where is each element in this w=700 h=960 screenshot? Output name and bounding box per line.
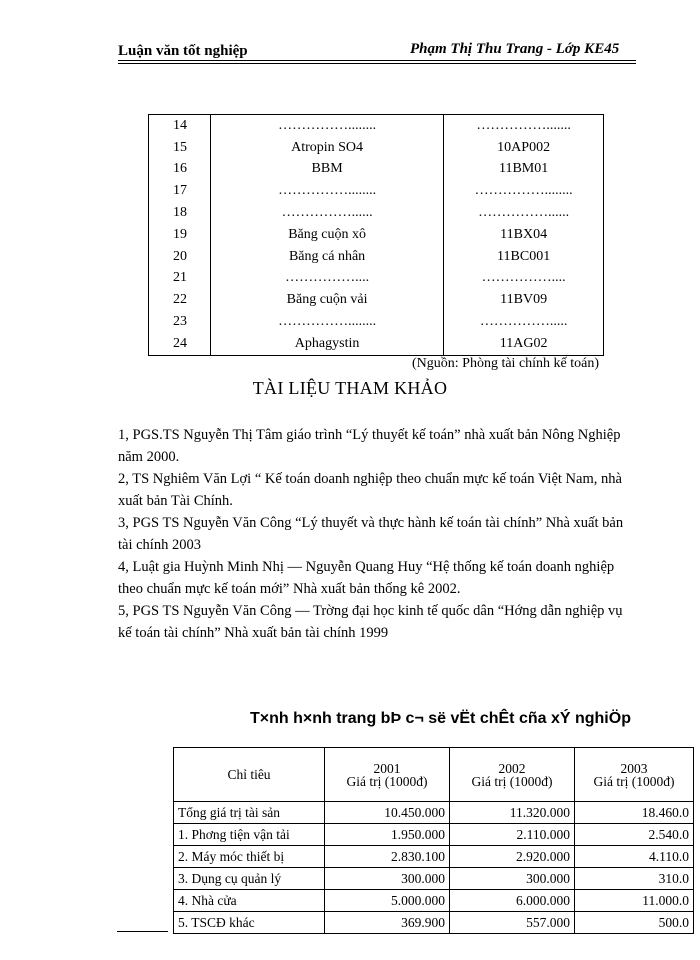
code-table-row [149, 224, 604, 246]
code-table-name: BBM [210, 159, 443, 181]
assets-header-year: 2001 Giá trị (1000đ) [325, 748, 450, 802]
code-table-row [149, 180, 604, 202]
assets-row-value: 300.000 [325, 868, 450, 890]
code-table-row [149, 333, 604, 355]
assets-table [173, 747, 694, 934]
code-table-code: ……………....... [444, 115, 604, 137]
assets-row-label: 4. Nhà cửa [174, 890, 325, 912]
assets-table-row [174, 846, 694, 868]
code-table-code: ……………..... [444, 311, 604, 333]
assets-row-value: 310.0 [575, 868, 694, 890]
code-table [148, 114, 604, 356]
header-rule [118, 60, 636, 61]
code-table-no: 23 [149, 311, 211, 333]
reference-item: 2, TS Nghiêm Văn Lợi “ Kế toán doanh nghiệp theo chuẩn mực kế toán Việt Nam, nhà xuất bản Tài Chính. [118, 471, 622, 509]
code-table-no: 14 [149, 115, 211, 137]
code-table-name: Băng cuộn vải [210, 289, 443, 311]
assets-row-value: 11.000.0 [575, 890, 694, 912]
assets-row-value: 10.450.000 [325, 802, 450, 824]
code-table-row [149, 137, 604, 159]
assets-table-row [174, 824, 694, 846]
code-table-code: 11BV09 [444, 289, 604, 311]
code-table-row [149, 202, 604, 224]
code-table-row [149, 115, 604, 137]
assets-row-value: 4.110.0 [575, 846, 694, 868]
assets-row-label: Tổng giá trị tài sản [174, 802, 325, 824]
code-table-code: …………….... [444, 268, 604, 290]
code-table-code: ……………........ [444, 180, 604, 202]
code-table-name: Atropin SO4 [210, 137, 443, 159]
assets-row-value: 11.320.000 [450, 802, 575, 824]
code-table-code: 11BC001 [444, 246, 604, 268]
code-table-no: 19 [149, 224, 211, 246]
references-list [118, 424, 638, 644]
code-table-name: Băng cá nhân [210, 246, 443, 268]
code-table-code: 11BX04 [444, 224, 604, 246]
code-table-row [149, 159, 604, 181]
assets-row-label: 2. Máy móc thiết bị [174, 846, 325, 868]
assets-row-value: 2.830.100 [325, 846, 450, 868]
assets-row-value: 1.950.000 [325, 824, 450, 846]
code-table-no: 18 [149, 202, 211, 224]
assets-table-row [174, 868, 694, 890]
assets-row-label: 3. Dụng cụ quản lý [174, 868, 325, 890]
code-table-no: 20 [149, 246, 211, 268]
assets-row-value: 6.000.000 [450, 890, 575, 912]
assets-table-row [174, 890, 694, 912]
code-table-name: ……………........ [210, 311, 443, 333]
assets-table-row [174, 912, 694, 934]
code-table-name: ……………........ [210, 180, 443, 202]
assets-row-label: 1. Phơng tiện vận tải [174, 824, 325, 846]
code-table-name: …………….... [210, 268, 443, 290]
assets-row-label: 5. TSCĐ khác [174, 912, 325, 934]
code-table-code: 11AG02 [444, 333, 604, 355]
assets-row-value: 369.900 [325, 912, 450, 934]
code-table-row [149, 289, 604, 311]
code-table-name: ……………...... [210, 202, 443, 224]
assets-table-title: T×nh h×nh trang bÞ c¬ së vËt chÊt cña xÝ nghiÖp [250, 710, 631, 727]
code-table-code: 10AP002 [444, 137, 604, 159]
code-table-row [149, 246, 604, 268]
code-table-name: ……………........ [210, 115, 443, 137]
assets-header-year: 2003 Giá trị (1000đ) [575, 748, 694, 802]
code-table-row [149, 311, 604, 333]
assets-row-value: 18.460.0 [575, 802, 694, 824]
reference-item: 5, PGS TS Nguyễn Văn Công — Trờng đại học kinh tế quốc dân “Hớng dẫn nghiệp vụ kế toán tài chính” Nhà xuất bản tài chính 1999 [118, 603, 623, 641]
assets-row-value: 500.0 [575, 912, 694, 934]
references-title: TÀI LIỆU THAM KHẢO [252, 378, 448, 398]
assets-row-value: 300.000 [450, 868, 575, 890]
code-table-no: 21 [149, 268, 211, 290]
code-table-code: ……………...... [444, 202, 604, 224]
assets-row-value: 2.540.0 [575, 824, 694, 846]
code-table-no: 15 [149, 137, 211, 159]
assets-row-value: 5.000.000 [325, 890, 450, 912]
margin-rule [117, 931, 168, 932]
code-table-code: 11BM01 [444, 159, 604, 181]
header-right: Phạm Thị Thu Trang - Lớp KE45 [410, 41, 620, 57]
code-table-name: Băng cuộn xô [210, 224, 443, 246]
code-table-row [149, 268, 604, 290]
header-left: Luận văn tốt nghiệp [118, 43, 248, 59]
assets-row-value: 557.000 [450, 912, 575, 934]
assets-row-value: 2.920.000 [450, 846, 575, 868]
assets-header-year: 2002 Giá trị (1000đ) [450, 748, 575, 802]
code-table-name: Aphagystin [210, 333, 443, 355]
reference-item: 1, PGS.TS Nguyễn Thị Tâm giáo trình “Lý thuyết kế toán” nhà xuất bản Nông Nghiệp năm 2000. [118, 427, 621, 465]
assets-table-row [174, 802, 694, 824]
assets-header-label: Chỉ tiêu [174, 748, 325, 802]
assets-row-value: 2.110.000 [450, 824, 575, 846]
header-rule-2 [118, 63, 636, 64]
reference-item: 3, PGS TS Nguyễn Văn Công “Lý thuyết và thực hành kế toán tài chính” Nhà xuất bản tài chính 2003 [118, 515, 624, 553]
code-table-no: 17 [149, 180, 211, 202]
code-table-no: 24 [149, 333, 211, 355]
code-table-no: 22 [149, 289, 211, 311]
source-note: (Nguồn: Phòng tài chính kế toán) [412, 356, 600, 371]
reference-item: 4, Luật gia Huỳnh Minh Nhị — Nguyễn Quang Huy “Hệ thống kế toán doanh nghiệp theo chuẩn mực kế toán mới” Nhà xuất bản thống kê 2002. [118, 559, 615, 597]
code-table-no: 16 [149, 159, 211, 181]
